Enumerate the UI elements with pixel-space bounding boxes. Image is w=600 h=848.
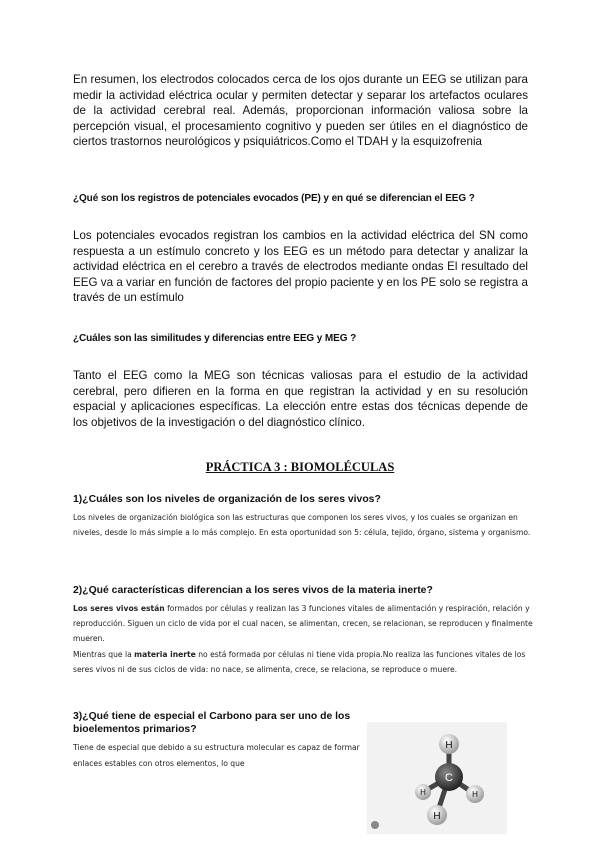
copyright-mark-icon bbox=[371, 821, 379, 829]
hydrogen-label-left: H bbox=[420, 788, 426, 797]
question-meg: ¿Cuáles son las similitudes y diferencias entre EEG y MEG ? bbox=[73, 333, 357, 344]
answer-2-text: formados por células y realizan las 3 funciones vitales de alimentación y respiración, relación y reproducción. Siguen un ciclo de vida por el cual nacen, se alimentan, crecen, se relacionan, se reproducen y finalmente mueren. bbox=[73, 604, 533, 644]
question-pe: ¿Qué son los registros de potenciales evocados (PE) y en qué se diferencian el EEG ? bbox=[73, 193, 475, 204]
answer-2b-pre: Mientras que la bbox=[73, 650, 135, 659]
answer-2b bbox=[73, 647, 533, 677]
practice-title: PRÁCTICA 3 : BIOMOLÉCULAS bbox=[205, 460, 395, 474]
answer-2-bold: Los seres vivos están bbox=[73, 604, 165, 613]
hydrogen-label-bottom: H bbox=[433, 811, 441, 822]
carbon-label: C bbox=[445, 772, 453, 784]
question-3: 3)¿Qué tiene de especial el Carbono para ser uno de los bioelementos primarios? bbox=[73, 711, 351, 735]
answer-2 bbox=[73, 601, 533, 647]
question-1: 1)¿Cuáles son los niveles de organización de los seres vivos? bbox=[73, 494, 381, 505]
answer-meg-paragraph: Tanto el EEG como la MEG son técnicas valiosas para el estudio de la actividad cerebral, pero difieren en la forma en que registran la actividad y en su resolución espacial y aplicaciones específicas. La elección entre estas dos técnicas depende de los objetivos de la investigación o del diagnóstico clínico. bbox=[73, 369, 528, 429]
answer-1: Los niveles de organización biológica son las estructuras que componen los seres vivos, y los cuales se organizan en niveles, desde lo más simple a lo más complejo. En esta oportunidad son 5: célula, tejido, órgano, sistema y organismo. bbox=[73, 513, 531, 538]
methane-molecule-svg bbox=[367, 722, 507, 834]
answer-2b-bold: materia inerte bbox=[134, 650, 196, 659]
hydrogen-label-top: H bbox=[445, 740, 453, 751]
methane-molecule-figure bbox=[367, 722, 507, 834]
answer-pe-paragraph: Los potenciales evocados registran los cambios en la actividad eléctrica del SN como respuesta a un estímulo concreto y los EEG es un método para detectar y analizar la actividad eléctrica en el cerebro a través de electrodos mediante ondas El resultado del EEG va a variar en función de factores del propio paciente y en los PE solo se registra a través de un estímulo bbox=[73, 229, 528, 305]
question-2: 2)¿Qué características diferencian a los seres vivos de la materia inerte? bbox=[73, 585, 433, 596]
answer-3: Tiene de especial que debido a su estructura molecular es capaz de formar enlaces estables con otros elementos, lo que bbox=[73, 743, 360, 768]
hydrogen-label-right: H bbox=[472, 790, 478, 799]
answer-2b-text: no está formada por células ni tiene vida propia.No realiza las funciones vitales de los seres vivos ni de sus ciclos de vida: no nace, se alimenta, crece, se relaciona, se reproduce o muere. bbox=[73, 650, 526, 675]
summary-paragraph: En resumen, los electrodos colocados cerca de los ojos durante un EEG se utilizan para medir la actividad eléctrica ocular y permiten detectar y separar los artefactos oculares de la actividad cerebral real. Además, proporcionan información valiosa sobre la percepción visual, el procesamiento cognitivo y pueden ser útiles en el diagnóstico de ciertos trastornos neurológicos y psiquiátricos.Como el TDAH y la esquizofrenia bbox=[73, 73, 528, 149]
